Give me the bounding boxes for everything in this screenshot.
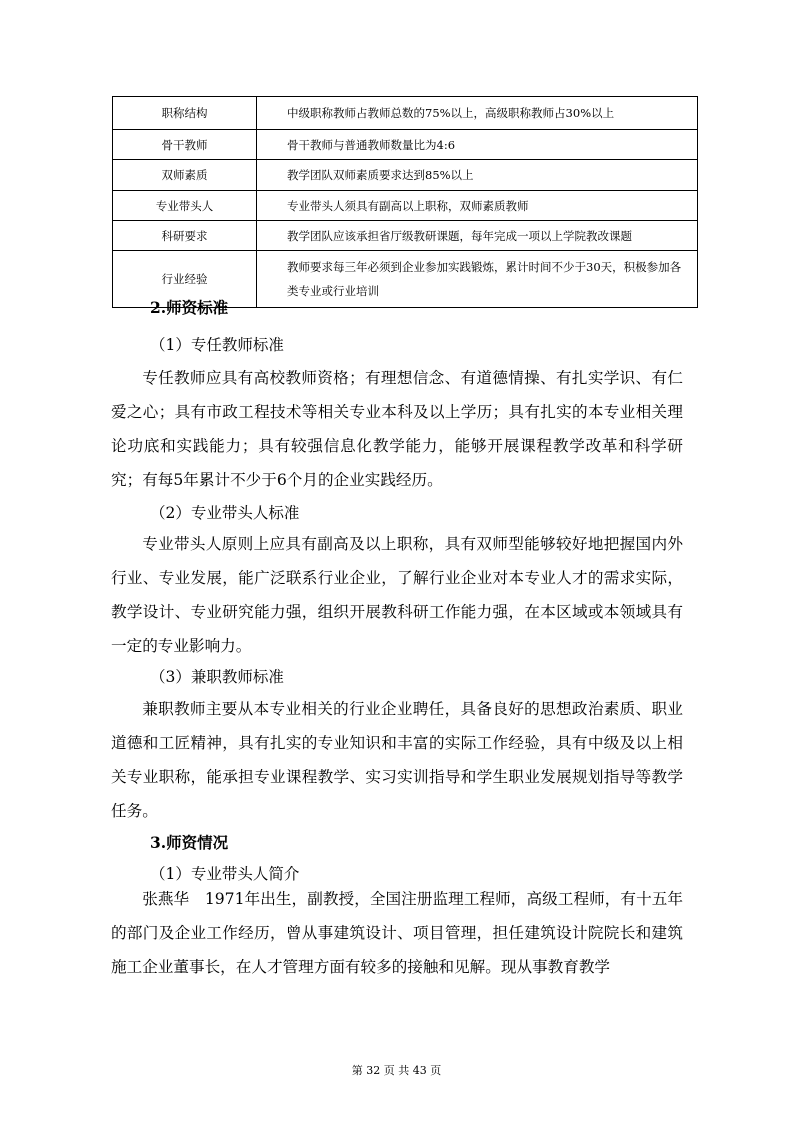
table-value-cell: 教学团队双师素质要求达到85%以上 [257, 160, 698, 191]
subheading-parttime-teacher: （3）兼职教师标准 [150, 668, 284, 686]
subheading-fulltime-teacher: （1）专任教师标准 [150, 336, 284, 354]
table-value-cell: 中级职称教师占教师总数的75%以上，高级职称教师占30%以上 [257, 97, 698, 130]
section-heading-teacher-standards: 2.师资标准 [150, 298, 229, 317]
teacher-requirements-table [112, 96, 698, 308]
table-key-cell: 双师素质 [113, 160, 257, 191]
table-row [113, 130, 698, 160]
table-key-cell: 专业带头人 [113, 191, 257, 221]
subheading-program-leader: （2）专业带头人标准 [150, 504, 300, 522]
table-row [113, 191, 698, 221]
table-value-cell: 教师要求每三年必须到企业参加实践锻炼，累计时间不少于30天，积极参加各类专业或行业培训 [257, 251, 698, 308]
table-row [113, 160, 698, 191]
table-key-cell: 骨干教师 [113, 130, 257, 160]
subheading-leader-profile: （1）专业带头人简介 [150, 865, 300, 883]
paragraph-parttime-teacher: 兼职教师主要从本专业相关的行业企业聘任，具备良好的思想政治素质、职业道德和工匠精神，具有扎实的专业知识和丰富的实际工作经验，具有中级及以上相关专业职称，能承担专业课程教学、实习实训指导和学生职业发展规划指导等教学任务。 [111, 700, 683, 820]
page-number-footer: 第 32 页 共 43 页 [351, 1064, 442, 1077]
table-row [113, 97, 698, 130]
table-value-cell: 教学团队应该承担省厅级教研课题，每年完成一项以上学院教改课题 [257, 221, 698, 251]
table-value-cell: 骨干教师与普通教师数量比为4:6 [257, 130, 698, 160]
table-row [113, 221, 698, 251]
table-key-cell: 行业经验 [113, 251, 257, 308]
table-key-cell: 职称结构 [113, 97, 257, 130]
section-heading-teacher-status: 3.师资情况 [150, 833, 229, 852]
table-value-cell: 专业带头人须具有副高以上职称，双师素质教师 [257, 191, 698, 221]
paragraph-leader-profile: 张燕华 1971年出生，副教授，全国注册监理工程师，高级工程师，有十五年的部门及企业工作经历，曾从事建筑设计、项目管理，担任建筑设计院院长和建筑施工企业董事长，在人才管理方面有较多的接触和见解。现从事教育教学 [111, 890, 683, 976]
paragraph-fulltime-teacher: 专任教师应具有高校教师资格；有理想信念、有道德情操、有扎实学识、有仁爱之心；具有市政工程技术等相关专业本科及以上学历；具有扎实的本专业相关理论功底和实践能力；具有较强信息化教学能力，能够开展课程教学改革和科学研究；有每5年累计不少于6个月的企业实践经历。 [111, 369, 683, 489]
table-key-cell: 科研要求 [113, 221, 257, 251]
paragraph-program-leader: 专业带头人原则上应具有副高及以上职称，具有双师型能够较好地把握国内外行业、专业发展，能广泛联系行业企业，了解行业企业对本专业人才的需求实际，教学设计、专业研究能力强，组织开展教科研工作能力强，在本区域或本领域具有一定的专业影响力。 [111, 535, 683, 655]
